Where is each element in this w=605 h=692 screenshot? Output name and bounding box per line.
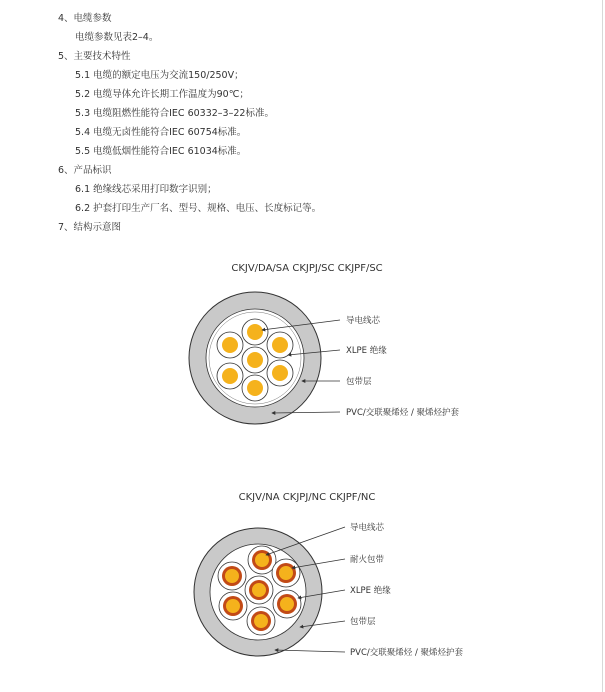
label-conductor: 导电线芯 bbox=[350, 523, 385, 533]
label-xlpe: XLPE 绝缘 bbox=[350, 586, 391, 596]
cable-cross-section-2 bbox=[194, 522, 464, 658]
label-tape: 包带层 bbox=[350, 617, 376, 627]
spec-item: 5.1 电缆的额定电压为交流150/250V； bbox=[75, 70, 244, 81]
label-sheath: PVC/交联聚烯烃 / 聚烯烃护套 bbox=[350, 648, 464, 658]
section-4-text: 电缆参数见表2–4。 bbox=[75, 32, 159, 43]
label-conductor: 导电线芯 bbox=[346, 316, 381, 326]
section-4-heading: 4、电缆参数 bbox=[58, 13, 112, 24]
label-fire-tape: 耐火包带 bbox=[350, 555, 385, 565]
spec-item: 5.5 电缆低烟性能符合IEC 61034标准。 bbox=[75, 146, 247, 157]
marking-item: 6.2 护套打印生产厂名、型号、规格、电压、长度标记等。 bbox=[75, 203, 322, 214]
section-6-heading: 6、产品标识 bbox=[58, 165, 112, 176]
label-tape: 包带层 bbox=[346, 377, 372, 387]
section-5-heading: 5、主要技术特性 bbox=[58, 51, 131, 62]
section-7-heading: 7、结构示意图 bbox=[58, 222, 122, 233]
label-xlpe: XLPE 绝缘 bbox=[346, 346, 387, 356]
spec-item: 5.3 电缆阻燃性能符合IEC 60332–3–22标准。 bbox=[75, 108, 274, 119]
label-sheath: PVC/交联聚烯烃 / 聚烯烃护套 bbox=[346, 408, 460, 418]
diagram-2-title: CKJV/NA CKJPJ/NC CKJPF/NC bbox=[238, 492, 376, 503]
spec-item: 5.4 电缆无卤性能符合IEC 60754标准。 bbox=[75, 127, 247, 138]
spec-item: 5.2 电缆导体允许长期工作温度为90℃； bbox=[75, 89, 249, 100]
marking-item: 6.1 绝缘线芯采用打印数字识别； bbox=[75, 184, 217, 195]
cable-cross-section-1 bbox=[189, 292, 460, 424]
diagram-1-title: CKJV/DA/SA CKJPJ/SC CKJPF/SC bbox=[231, 263, 383, 274]
